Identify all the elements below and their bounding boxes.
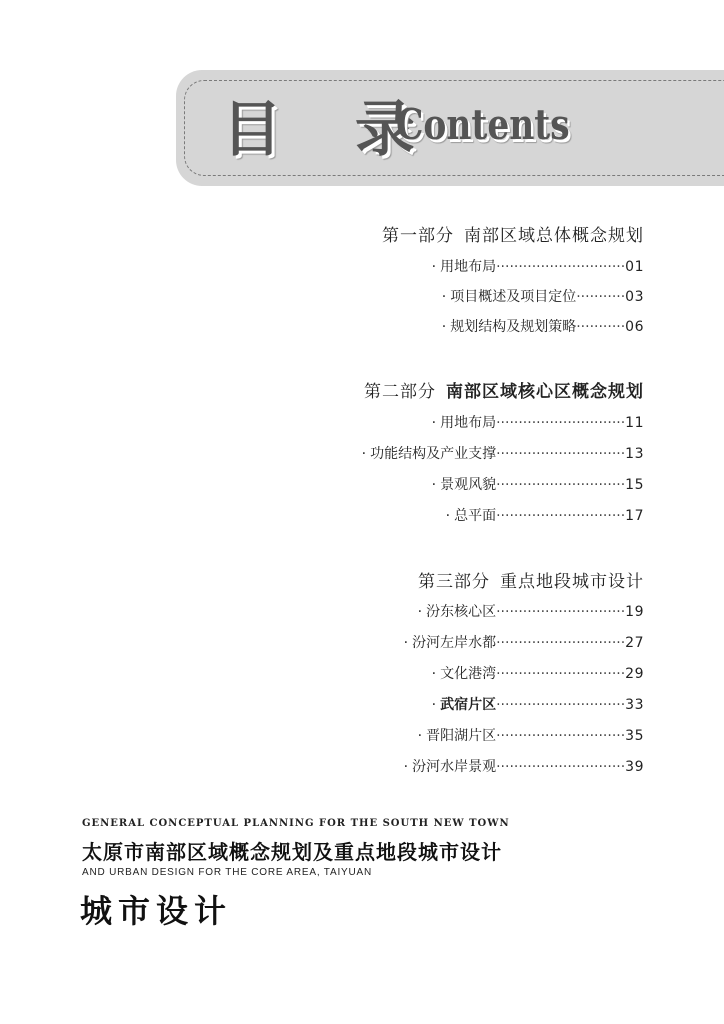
page-number: 01 [625, 259, 644, 275]
dot-leader: ····························· [496, 477, 626, 493]
entry-label: 汾东核心区 [426, 604, 497, 620]
bullet-dot: · [431, 666, 437, 682]
toc-entry[interactable] [446, 505, 644, 525]
page-number: 33 [625, 697, 644, 713]
bullet-dot: · [417, 604, 423, 620]
section-number: 第一部分 [382, 226, 454, 246]
entry-label: 文化港湾 [440, 666, 497, 682]
toc-entry[interactable] [432, 256, 644, 276]
entry-label: 规划结构及规划策略 [450, 319, 577, 335]
footer-english-line-2: AND URBAN DESIGN FOR THE CORE AREA, TAIYUAN [82, 867, 373, 878]
toc-entry[interactable] [442, 286, 644, 306]
dot-leader: ····························· [496, 635, 626, 651]
dot-leader: ····························· [496, 728, 626, 744]
dot-leader: ····························· [496, 759, 626, 775]
bullet-dot: · [361, 446, 367, 462]
page-number: 11 [625, 415, 644, 431]
bullet-dot: · [431, 415, 437, 431]
section-number: 第三部分 [418, 572, 490, 592]
section-name: 重点地段城市设计 [500, 572, 644, 592]
section-name: 南部区域总体概念规划 [464, 226, 644, 246]
footer-chinese-line-1: 太原市南部区域概念规划及重点地段城市设计 [82, 840, 502, 864]
footer-english-line-1: GENERAL CONCEPTUAL PLANNING FOR THE SOUTH NEW TOWN [82, 818, 510, 829]
page-number: 27 [625, 635, 644, 651]
dot-leader: ····························· [496, 604, 626, 620]
toc-entry[interactable] [432, 474, 644, 494]
dot-leader: ····························· [496, 446, 626, 462]
dot-leader: ····························· [496, 697, 626, 713]
page-number: 13 [625, 446, 644, 462]
dot-leader: ··········· [576, 289, 626, 305]
toc-entry[interactable] [404, 632, 644, 652]
toc-entry[interactable] [442, 316, 644, 336]
page-number: 03 [625, 289, 644, 305]
dot-leader: ····························· [496, 259, 626, 275]
bullet-dot: · [445, 508, 451, 524]
toc-entry[interactable] [418, 725, 644, 745]
entry-label: 用地布局 [440, 259, 497, 275]
dot-leader: ··········· [576, 319, 626, 335]
entry-label: 景观风貌 [440, 477, 497, 493]
section-name: 南部区域核心区概念规划 [446, 382, 644, 402]
section-heading-3 [418, 567, 644, 592]
bullet-dot: · [431, 259, 437, 275]
page-number: 06 [625, 319, 644, 335]
page-number: 19 [625, 604, 644, 620]
toc-entry[interactable] [432, 694, 644, 714]
page-number: 35 [625, 728, 644, 744]
bullet-dot: · [431, 697, 437, 713]
bullet-dot: · [417, 728, 423, 744]
page-title-english: Contents [396, 100, 570, 149]
entry-label: 功能结构及产业支撑 [370, 446, 497, 462]
bullet-dot: · [403, 635, 409, 651]
toc-entry[interactable] [432, 412, 644, 432]
entry-label: 武宿片区 [440, 697, 497, 713]
title-banner [176, 70, 724, 186]
entry-label: 总平面 [454, 508, 497, 524]
bullet-dot: · [441, 319, 447, 335]
toc-entry[interactable] [432, 663, 644, 683]
toc-entry[interactable] [418, 601, 644, 621]
section-number: 第二部分 [364, 382, 436, 402]
entry-label: 用地布局 [440, 415, 497, 431]
toc-entry[interactable] [362, 443, 644, 463]
dot-leader: ····························· [496, 666, 626, 682]
entry-label: 项目概述及项目定位 [450, 289, 577, 305]
dot-leader: ····························· [496, 508, 626, 524]
page-number: 29 [625, 666, 644, 682]
section-heading-1 [382, 221, 644, 246]
page-number: 17 [625, 508, 644, 524]
page-number: 39 [625, 759, 644, 775]
bullet-dot: · [441, 289, 447, 305]
bullet-dot: · [403, 759, 409, 775]
entry-label: 汾河水岸景观 [412, 759, 497, 775]
page-title-chinese: 目 录 [222, 95, 441, 165]
footer-chinese-line-2: 城市设计 [80, 892, 233, 930]
entry-label: 汾河左岸水都 [412, 635, 497, 651]
entry-label: 晋阳湖片区 [426, 728, 497, 744]
dot-leader: ····························· [496, 415, 626, 431]
page-number: 15 [625, 477, 644, 493]
toc-entry[interactable] [404, 756, 644, 776]
section-heading-2 [364, 377, 644, 402]
bullet-dot: · [431, 477, 437, 493]
